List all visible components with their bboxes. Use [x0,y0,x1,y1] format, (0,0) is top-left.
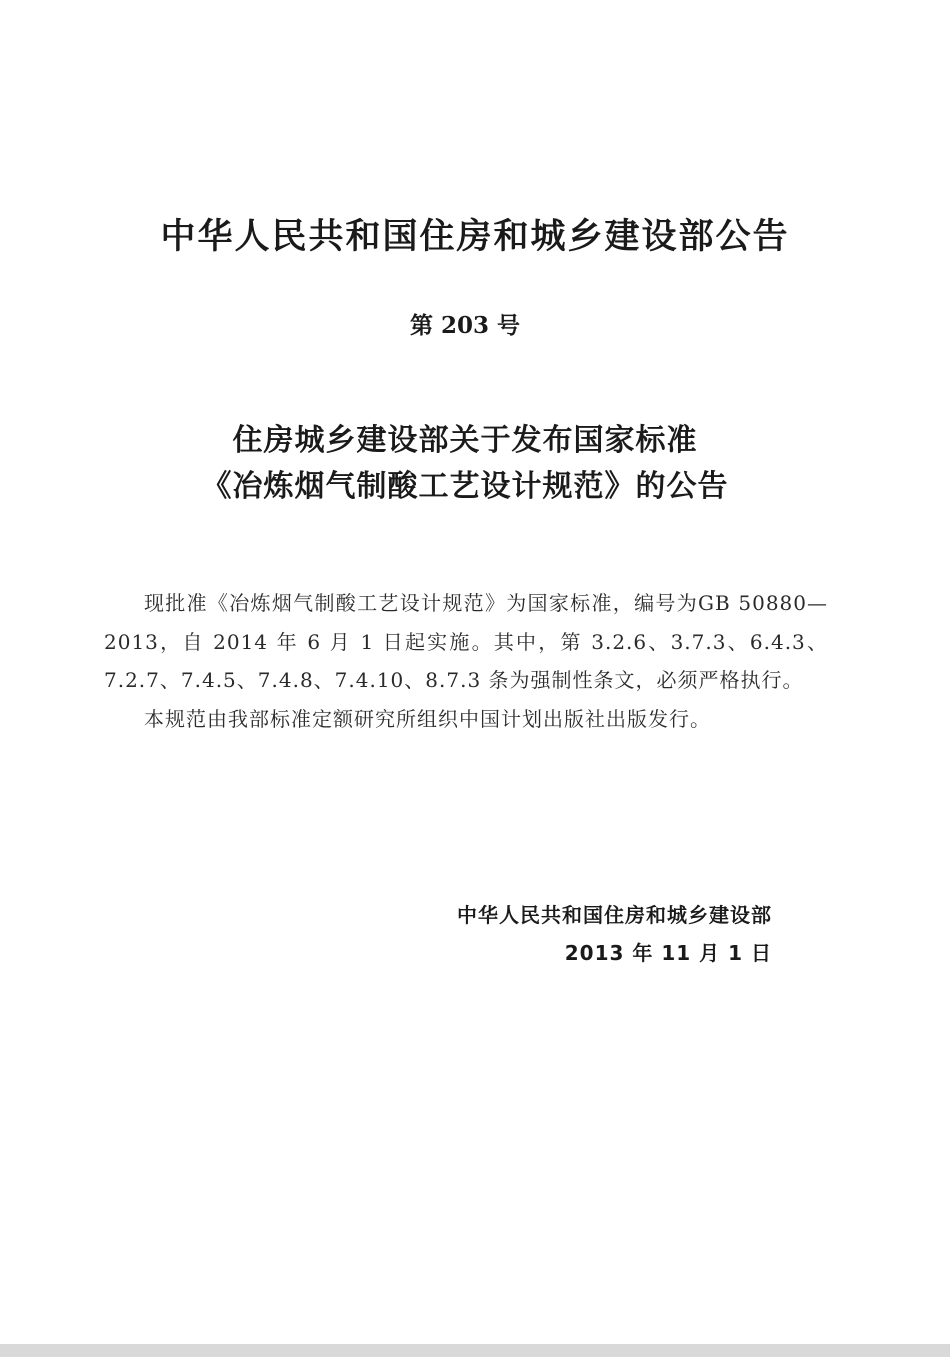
announcement-body [104,584,828,738]
issuer-name: 中华人民共和国住房和城乡建设部 [457,903,772,927]
subtitle-line-1: 住房城乡建设部关于发布国家标准 [232,423,698,458]
issue-date: 2013 年 11 月 1 日 [564,941,772,965]
body-paragraph-2: 本规范由我部标准定额研究所组织中国计划出版社出版发行。 [144,706,711,731]
announcement-subtitle [0,418,930,510]
page-title: 中华人民共和国住房和城乡建设部公告 [160,217,790,257]
announcement-number: 第 203 号 [409,312,521,339]
page-bottom-strip [0,1344,950,1357]
subtitle-line-2: 《冶炼烟气制酸工艺设计规范》的公告 [201,469,729,504]
signature-block [380,896,772,972]
body-paragraph-1: 现批准《冶炼烟气制酸工艺设计规范》为国家标准，编号为GB 50880—2013，自 2014 年 6 月 1 日起实施。其中，第 3.2.6、3.7.3、6.4.3、7.2.7、7.4.5、7.4.8、7.4.10、8.7.3 条为强制性条文，必须严格执行。 [104,591,828,692]
